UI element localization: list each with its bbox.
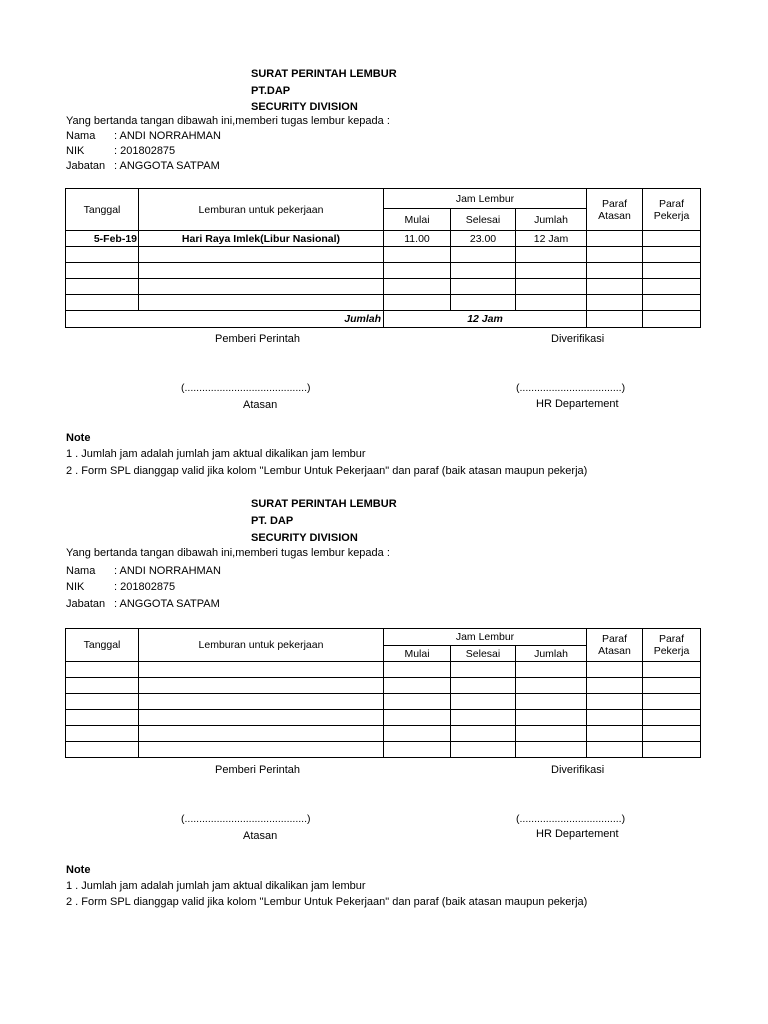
cell-selesai bbox=[451, 726, 516, 742]
cell-pekerjaan bbox=[139, 726, 384, 742]
cell-paraf-pekerja bbox=[643, 263, 701, 279]
note-line-2: 2 . Form SPL dianggap valid jika kolom ''Lembur Untuk Pekerjaan" dan paraf (baik atasan maupun pekerja) bbox=[66, 896, 588, 908]
cell-pekerjaan bbox=[139, 247, 384, 263]
atasan-label: Atasan bbox=[243, 399, 278, 411]
cell-tanggal bbox=[66, 694, 139, 710]
cell-selesai bbox=[451, 279, 516, 295]
cell-mulai bbox=[384, 726, 451, 742]
cell-pekerjaan bbox=[139, 678, 384, 694]
table-row bbox=[66, 694, 701, 710]
overtime-table bbox=[65, 188, 701, 328]
table-row bbox=[66, 742, 701, 758]
paraf-label: Paraf bbox=[658, 633, 685, 645]
header-pekerjaan: Lemburan untuk pekerjaan bbox=[139, 189, 384, 231]
cell-tanggal bbox=[66, 263, 139, 279]
cell-pekerjaan: Hari Raya Imlek(Libur Nasional) bbox=[139, 231, 384, 247]
company-name: PT. DAP bbox=[251, 515, 294, 527]
cell-selesai: 23.00 bbox=[451, 231, 516, 247]
nama-value: : ANDI NORRAHMAN bbox=[114, 565, 221, 577]
total-label: Jumlah bbox=[66, 311, 384, 328]
pekerja-label: Pekerja bbox=[653, 209, 690, 222]
table-row bbox=[66, 678, 701, 694]
cell-tanggal bbox=[66, 247, 139, 263]
header-paraf-pekerja bbox=[643, 629, 701, 662]
cell-tanggal bbox=[66, 662, 139, 678]
cell-paraf-pekerja bbox=[643, 295, 701, 311]
cell-paraf-atasan bbox=[587, 295, 643, 311]
division-name: SECURITY DIVISION bbox=[251, 101, 358, 113]
division-name: SECURITY DIVISION bbox=[251, 532, 358, 544]
nik-label: NIK bbox=[66, 581, 85, 593]
header-jumlah: Jumlah bbox=[516, 209, 587, 231]
cell-mulai bbox=[384, 678, 451, 694]
nik-label: NIK bbox=[66, 145, 85, 157]
pekerja-label: Pekerja bbox=[653, 645, 690, 657]
form-title: SURAT PERINTAH LEMBUR bbox=[251, 498, 397, 510]
diverifikasi-label: Diverifikasi bbox=[551, 333, 605, 345]
cell-paraf-atasan bbox=[587, 263, 643, 279]
header-mulai: Mulai bbox=[384, 646, 451, 662]
cell-pekerjaan bbox=[139, 263, 384, 279]
cell-mulai bbox=[384, 694, 451, 710]
hr-department-label: HR Departement bbox=[536, 828, 619, 840]
jabatan-label: Jabatan bbox=[66, 160, 106, 172]
cell-tanggal bbox=[66, 726, 139, 742]
cell-tanggal bbox=[66, 295, 139, 311]
cell-tanggal bbox=[66, 710, 139, 726]
table-row bbox=[66, 662, 701, 678]
total-paraf-atasan bbox=[587, 311, 643, 328]
atasan-label: Atasan bbox=[243, 830, 278, 842]
note-line-1: 1 . Jumlah jam adalah jumlah jam aktual dikalikan jam lembur bbox=[66, 880, 366, 892]
cell-selesai bbox=[451, 710, 516, 726]
cell-selesai bbox=[451, 662, 516, 678]
intro-text: Yang bertanda tangan dibawah ini,memberi tugas lembur kepada : bbox=[66, 547, 390, 559]
cell-paraf-atasan bbox=[587, 678, 643, 694]
paraf-label: Paraf bbox=[658, 197, 685, 210]
cell-selesai bbox=[451, 295, 516, 311]
cell-jumlah: 12 Jam bbox=[516, 231, 587, 247]
jabatan-value: : ANGGOTA SATPAM bbox=[114, 160, 220, 172]
jabatan-value: : ANGGOTA SATPAM bbox=[114, 598, 220, 610]
cell-tanggal bbox=[66, 678, 139, 694]
cell-paraf-atasan bbox=[587, 247, 643, 263]
hr-department-label: HR Departement bbox=[536, 398, 619, 410]
header-selesai: Selesai bbox=[451, 646, 516, 662]
cell-paraf-pekerja bbox=[643, 710, 701, 726]
table-row bbox=[66, 279, 701, 295]
overtime-table bbox=[65, 628, 701, 758]
cell-jumlah bbox=[516, 263, 587, 279]
cell-paraf-atasan bbox=[587, 694, 643, 710]
hr-signature-line: (...................................) bbox=[516, 813, 626, 825]
header-jam-lembur: Jam Lembur bbox=[384, 629, 587, 646]
cell-mulai bbox=[384, 710, 451, 726]
cell-selesai bbox=[451, 694, 516, 710]
cell-pekerjaan bbox=[139, 710, 384, 726]
cell-pekerjaan bbox=[139, 279, 384, 295]
header-paraf-atasan bbox=[587, 189, 643, 231]
cell-selesai bbox=[451, 247, 516, 263]
cell-paraf-pekerja bbox=[643, 662, 701, 678]
header-pekerjaan: Lemburan untuk pekerjaan bbox=[139, 629, 384, 662]
header-paraf-atasan bbox=[587, 629, 643, 662]
form-title: SURAT PERINTAH LEMBUR bbox=[251, 68, 397, 80]
atasan-signature-line: (..........................................) bbox=[181, 382, 311, 394]
cell-jumlah bbox=[516, 726, 587, 742]
cell-tanggal bbox=[66, 742, 139, 758]
table-row bbox=[66, 710, 701, 726]
nama-label: Nama bbox=[66, 565, 96, 577]
cell-pekerjaan bbox=[139, 662, 384, 678]
header-jumlah: Jumlah bbox=[516, 646, 587, 662]
cell-mulai bbox=[384, 662, 451, 678]
note-line-1: 1 . Jumlah jam adalah jumlah jam aktual dikalikan jam lembur bbox=[66, 448, 366, 460]
cell-pekerjaan bbox=[139, 295, 384, 311]
cell-paraf-pekerja bbox=[643, 247, 701, 263]
cell-paraf-atasan bbox=[587, 662, 643, 678]
cell-paraf-atasan bbox=[587, 279, 643, 295]
cell-paraf-pekerja bbox=[643, 279, 701, 295]
cell-paraf-atasan bbox=[587, 710, 643, 726]
nama-label: Nama bbox=[66, 130, 96, 142]
paraf-label: Paraf bbox=[601, 633, 628, 645]
cell-jumlah bbox=[516, 694, 587, 710]
cell-jumlah bbox=[516, 742, 587, 758]
table-row bbox=[66, 295, 701, 311]
cell-mulai bbox=[384, 295, 451, 311]
cell-mulai bbox=[384, 247, 451, 263]
header-jam-lembur: Jam Lembur bbox=[384, 189, 587, 209]
table-row bbox=[66, 726, 701, 742]
header-selesai: Selesai bbox=[451, 209, 516, 231]
nama-value: : ANDI NORRAHMAN bbox=[114, 130, 221, 142]
cell-mulai: 11.00 bbox=[384, 231, 451, 247]
note-title: Note bbox=[66, 864, 91, 876]
nik-value: : 201802875 bbox=[114, 581, 176, 593]
cell-tanggal bbox=[66, 279, 139, 295]
cell-mulai bbox=[384, 263, 451, 279]
cell-selesai bbox=[451, 263, 516, 279]
cell-paraf-pekerja bbox=[643, 231, 701, 247]
hr-signature-line: (...................................) bbox=[516, 382, 626, 394]
total-row bbox=[66, 311, 701, 328]
nik-value: : 201802875 bbox=[114, 145, 176, 157]
total-paraf-pekerja bbox=[643, 311, 701, 328]
cell-pekerjaan bbox=[139, 742, 384, 758]
header-tanggal: Tanggal bbox=[66, 189, 139, 231]
table-row bbox=[66, 231, 701, 247]
paraf-label: Paraf bbox=[601, 197, 628, 210]
cell-jumlah bbox=[516, 295, 587, 311]
cell-paraf-pekerja bbox=[643, 742, 701, 758]
cell-mulai bbox=[384, 742, 451, 758]
cell-jumlah bbox=[516, 247, 587, 263]
intro-text: Yang bertanda tangan dibawah ini,memberi tugas lembur kepada : bbox=[66, 115, 390, 127]
atasan-signature-line: (..........................................) bbox=[181, 813, 311, 825]
note-title: Note bbox=[66, 432, 91, 444]
header-tanggal: Tanggal bbox=[66, 629, 139, 662]
total-value: 12 Jam bbox=[384, 311, 587, 328]
cell-paraf-pekerja bbox=[643, 678, 701, 694]
cell-paraf-pekerja bbox=[643, 694, 701, 710]
header-mulai: Mulai bbox=[384, 209, 451, 231]
note-line-2: 2 . Form SPL dianggap valid jika kolom ''Lembur Untuk Pekerjaan" dan paraf (baik atasan maupun pekerja) bbox=[66, 465, 588, 477]
table-row bbox=[66, 263, 701, 279]
cell-paraf-atasan bbox=[587, 726, 643, 742]
cell-paraf-atasan bbox=[587, 231, 643, 247]
cell-jumlah bbox=[516, 662, 587, 678]
cell-selesai bbox=[451, 678, 516, 694]
cell-pekerjaan bbox=[139, 694, 384, 710]
cell-tanggal: 5-Feb-19 bbox=[66, 231, 139, 247]
cell-jumlah bbox=[516, 710, 587, 726]
pemberi-perintah-label: Pemberi Perintah bbox=[215, 333, 300, 345]
atasan-label: Atasan bbox=[598, 209, 631, 222]
header-paraf-pekerja bbox=[643, 189, 701, 231]
pemberi-perintah-label: Pemberi Perintah bbox=[215, 764, 300, 776]
cell-paraf-pekerja bbox=[643, 726, 701, 742]
atasan-label: Atasan bbox=[598, 645, 631, 657]
cell-selesai bbox=[451, 742, 516, 758]
table-row bbox=[66, 247, 701, 263]
company-name: PT.DAP bbox=[251, 85, 291, 97]
cell-paraf-atasan bbox=[587, 742, 643, 758]
jabatan-label: Jabatan bbox=[66, 598, 106, 610]
cell-jumlah bbox=[516, 678, 587, 694]
cell-jumlah bbox=[516, 279, 587, 295]
cell-mulai bbox=[384, 279, 451, 295]
diverifikasi-label: Diverifikasi bbox=[551, 764, 605, 776]
